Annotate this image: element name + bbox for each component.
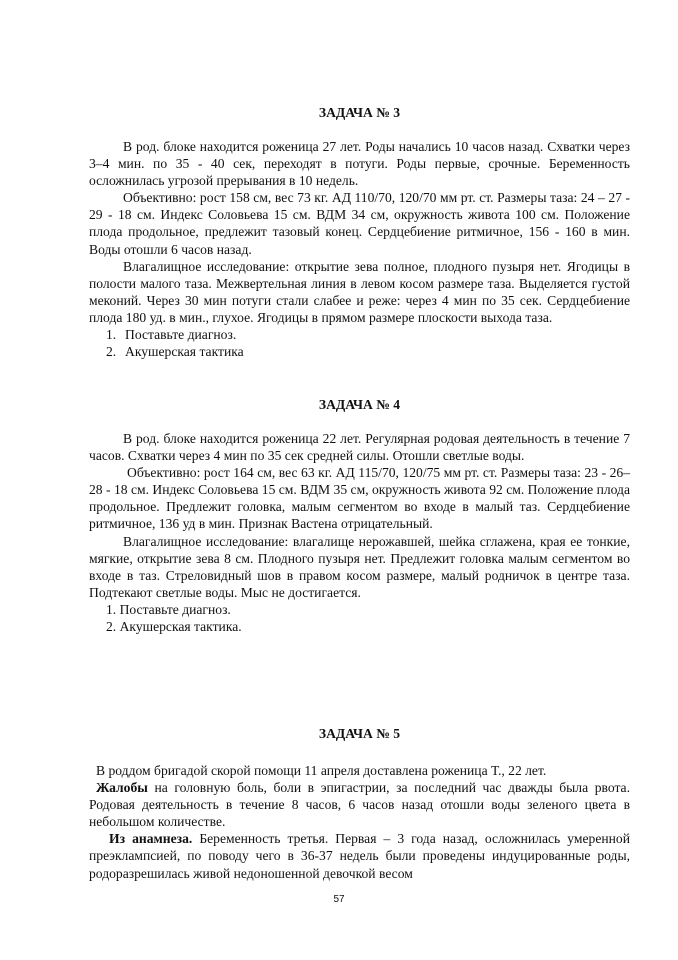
complaints-label: Жалобы bbox=[96, 780, 148, 796]
task-5 bbox=[89, 725, 630, 882]
task-5-paragraph-1: В роддом бригадой скорой помощи 11 апреля доставлена роженица Т., 22 лет. bbox=[96, 763, 547, 778]
task-3-question-2-number: 2. bbox=[106, 344, 117, 360]
anamnesis-label: Из анамнеза. bbox=[109, 831, 193, 847]
task-5-anamnesis bbox=[89, 830, 630, 881]
task-3-title: ЗАДАЧА № 3 bbox=[318, 105, 401, 120]
task-3-paragraph-2: Объективно: рост 158 см, вес 73 кг. АД 110/70, 120/70 мм рт. ст. Размеры таза: 24 – 27 - 29 - 18 см. Индекс Соловьева 15 см. ВДМ 34 см, окружность живота 100 см. Положение плода продольное, предлежит тазовый конец. Сердцебиение ритмичное, 156 - 160 в мин. Воды отошли 6 часов назад. bbox=[89, 190, 630, 257]
task-3-question-1 bbox=[89, 326, 630, 343]
complaints-text: на головную боль, боли в эпигастрии, за последний час дважды была рвота. Родовая деятельность в течение 8 часов, 6 часов назад отошли воды зеленого цвета в небольшом количестве. bbox=[89, 780, 630, 830]
anamnesis-text: Беременность третья. Первая – 3 года назад, осложнилась умеренной преэклампсией, по поводу чего в 36-37 недель были проведены индуцированные роды, родоразрешилась живой недоношенной девочкой весом bbox=[89, 831, 630, 881]
task-3-question-1-number: 1. bbox=[106, 327, 117, 343]
task-3-paragraph-3: Влагалищное исследование: открытие зева полное, плодного пузыря нет. Ягодицы в полости малого таза. Межвертельная линия в левом косом размере таза. Выделяется густой меконий. Через 30 мин потуги стали слабее и реже: через 4 мин по 35 сек. Сердцебиение плода 180 уд. в мин., глухое. Ягодицы в прямом размере плоскости выхода таза. bbox=[89, 258, 630, 325]
task-4-paragraph-3: Влагалищное исследование: влагалище нерожавшей, шейка сглажена, края ее тонкие, мягкие, открытие зева 8 см. Плодного пузыря нет. Предлежит головка малым сегментом во входе в таз. Стреловидный шов в правом косом размере, малый родничок в центре таза. Подтекают светлые воды. Мыс не достигается. bbox=[89, 533, 630, 600]
task-3-question-2 bbox=[89, 343, 630, 360]
task-5-title: ЗАДАЧА № 5 bbox=[318, 726, 401, 741]
task-4-title: ЗАДАЧА № 4 bbox=[318, 397, 401, 412]
task-3 bbox=[89, 104, 630, 360]
task-4-paragraph-2: Объективно: рост 164 см, вес 63 кг. АД 115/70, 120/75 мм рт. ст. Размеры таза: 23 - 26– 28 - 18 см. Индекс Соловьева 15 см. ВДМ 35 см, окружность живота 92 см. Положение плода продольное. Предлежит головка, малым сегментом во входе в малый таз. Сердцебиение ритмичное, 136 уд в мин. Признак Вастена отрицательный. bbox=[89, 465, 630, 532]
task-3-paragraph-1: В род. блоке находится роженица 27 лет. Роды начались 10 часов назад. Схватки через 3–4 мин. по 35 - 40 сек, переходят в потуги. Роды первые, срочные. Беременность осложнилась угрозой прерывания в 10 недель. bbox=[89, 139, 630, 189]
task-4 bbox=[89, 396, 630, 635]
task-3-question-1-text: Поставьте диагноз. bbox=[125, 327, 237, 343]
page-number: 57 bbox=[333, 894, 345, 905]
task-4-paragraph-1: В род. блоке находится роженица 22 лет. Регулярная родовая деятельность в течение 7 часов. Схватки через 4 мин по 35 сек средней силы. Отошли светлые воды. bbox=[89, 431, 630, 464]
task-3-question-2-text: Акушерская тактика bbox=[125, 344, 244, 360]
task-5-complaints bbox=[89, 779, 630, 830]
task-4-question-2: 2. Акушерская тактика. bbox=[106, 619, 242, 635]
task-4-question-1: 1. Поставьте диагноз. bbox=[106, 601, 231, 617]
